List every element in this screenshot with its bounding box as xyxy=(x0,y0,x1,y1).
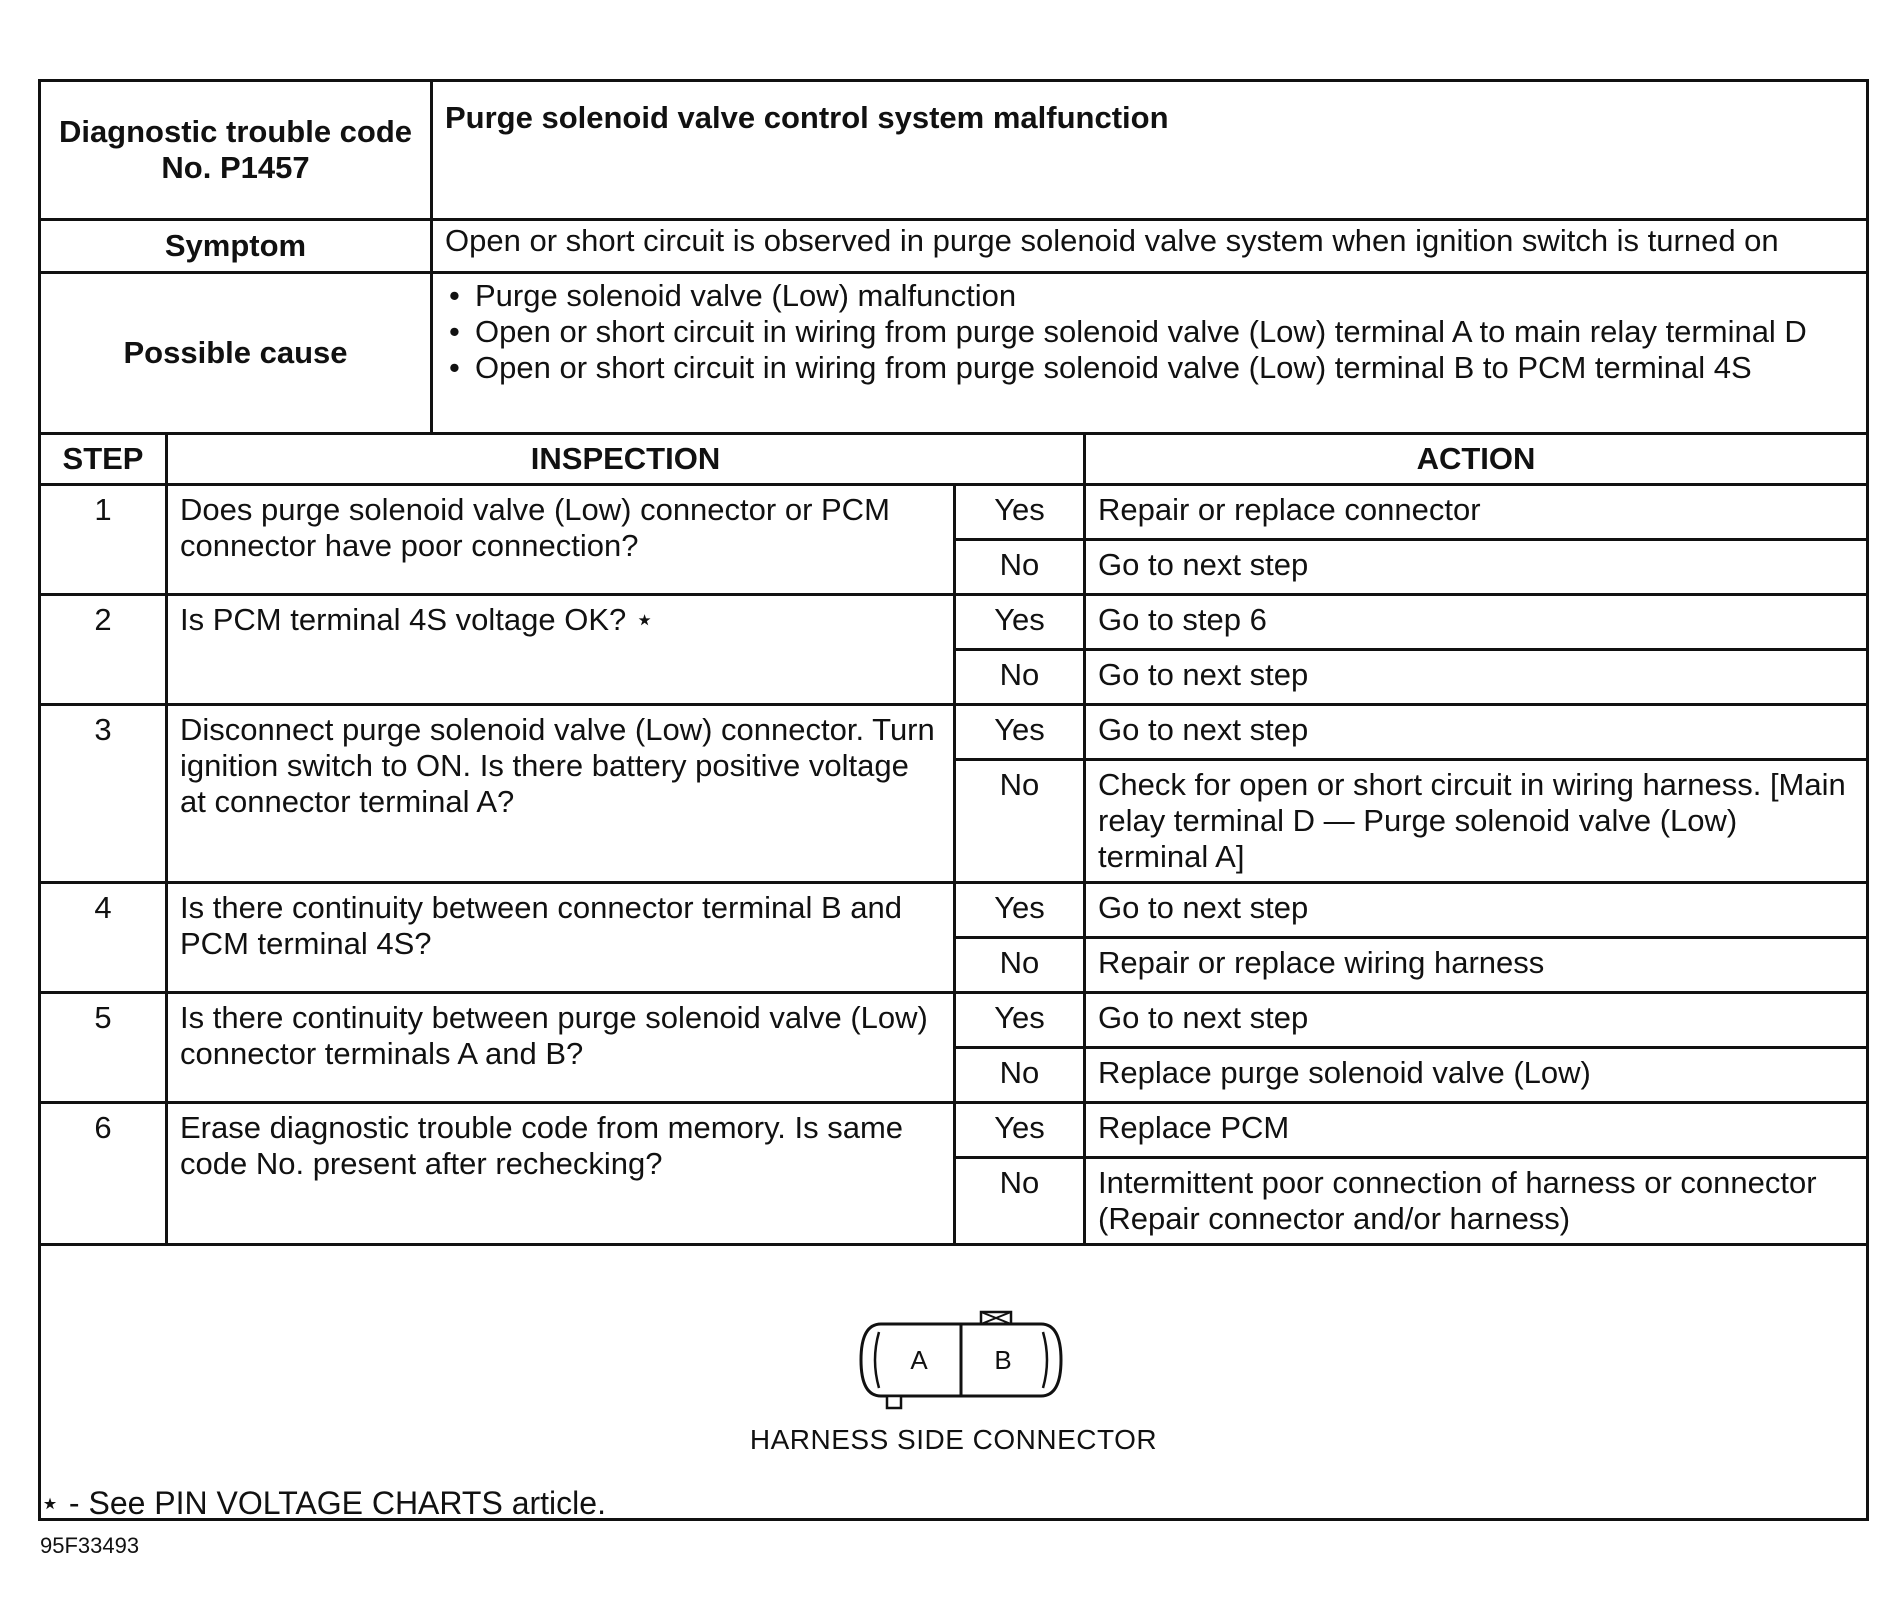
step-inspection: Does purge solenoid valve (Low) connector or PCM connector have poor connection? xyxy=(167,485,955,595)
no-action: Repair or replace wiring harness xyxy=(1085,938,1868,993)
dtc-label: Diagnostic trouble code No. P1457 xyxy=(40,81,432,220)
terminal-a-label: A xyxy=(910,1345,928,1375)
table-row xyxy=(40,595,1868,650)
step-inspection: Disconnect purge solenoid valve (Low) connector. Turn ignition switch to ON. Is there battery positive voltage at connector terminal A? xyxy=(167,705,955,883)
step-inspection: Is PCM terminal 4S voltage OK? ⋆ xyxy=(167,595,955,705)
step-inspection: Erase diagnostic trouble code from memory. Is same code No. present after rechecking? xyxy=(167,1103,955,1245)
dtc-title: Purge solenoid valve control system malfunction xyxy=(432,81,1868,220)
footnote: ⋆ - See PIN VOLTAGE CHARTS article. xyxy=(40,1485,606,1521)
col-header-action: ACTION xyxy=(1085,435,1868,485)
table-row xyxy=(40,993,1868,1048)
no-label: No xyxy=(955,1158,1085,1245)
inspection-steps-table xyxy=(38,435,1869,1246)
yes-label: Yes xyxy=(955,883,1085,938)
yes-label: Yes xyxy=(955,485,1085,540)
yes-action: Go to next step xyxy=(1085,883,1868,938)
step-number: 2 xyxy=(40,595,167,705)
table-row xyxy=(40,1103,1868,1158)
connector-tab xyxy=(887,1396,901,1408)
possible-cause-row xyxy=(40,273,1868,434)
possible-cause-label: Possible cause xyxy=(40,273,432,434)
step-inspection: Is there continuity between purge solenoid valve (Low) connector terminals A and B? xyxy=(167,993,955,1103)
table-row xyxy=(40,705,1868,760)
step-number: 1 xyxy=(40,485,167,595)
table-row xyxy=(40,485,1868,540)
terminal-b-label: B xyxy=(994,1345,1012,1375)
no-label: No xyxy=(955,1048,1085,1103)
yes-action: Repair or replace connector xyxy=(1085,485,1868,540)
connector-caption: HARNESS SIDE CONNECTOR xyxy=(749,1424,1158,1455)
symptom-row xyxy=(40,220,1868,273)
yes-action: Go to step 6 xyxy=(1085,595,1868,650)
cause-item: • Purge solenoid valve (Low) malfunction xyxy=(445,278,1854,314)
dtc-header-table xyxy=(38,79,1869,435)
cause-item: • Open or short circuit in wiring from purge solenoid valve (Low) terminal B to PCM terminal 4S xyxy=(445,350,1854,386)
step-inspection: Is there continuity between connector terminal B and PCM terminal 4S? xyxy=(167,883,955,993)
no-label: No xyxy=(955,540,1085,595)
possible-cause-list-cell xyxy=(432,273,1868,434)
figure-code: 95F33493 xyxy=(40,1533,140,1558)
symptom-text: Open or short circuit is observed in purge solenoid valve system when ignition switch is turned on xyxy=(432,220,1868,273)
yes-action: Go to next step xyxy=(1085,705,1868,760)
table-row xyxy=(40,883,1868,938)
yes-label: Yes xyxy=(955,595,1085,650)
yes-action: Replace PCM xyxy=(1085,1103,1868,1158)
yes-label: Yes xyxy=(955,1103,1085,1158)
no-action: Go to next step xyxy=(1085,650,1868,705)
col-header-step: STEP xyxy=(40,435,167,485)
step-number: 6 xyxy=(40,1103,167,1245)
no-action: Replace purge solenoid valve (Low) xyxy=(1085,1048,1868,1103)
diagnostic-document xyxy=(38,79,1869,1521)
no-label: No xyxy=(955,938,1085,993)
col-header-inspection: INSPECTION xyxy=(167,435,1085,485)
harness-connector-diagram xyxy=(851,1310,1071,1420)
possible-cause-list xyxy=(445,278,1854,386)
steps-header-row xyxy=(40,435,1868,485)
yes-label: Yes xyxy=(955,705,1085,760)
no-label: No xyxy=(955,760,1085,883)
symptom-label: Symptom xyxy=(40,220,432,273)
cause-item: • Open or short circuit in wiring from purge solenoid valve (Low) terminal A to main relay terminal D xyxy=(445,314,1854,350)
connector-diagram-panel xyxy=(38,1246,1869,1521)
step-number: 3 xyxy=(40,705,167,883)
no-action: Check for open or short circuit in wiring harness. [Main relay terminal D — Purge solenoid valve (Low) terminal A] xyxy=(1085,760,1868,883)
no-action: Intermittent poor connection of harness or connector (Repair connector and/or harness) xyxy=(1085,1158,1868,1245)
no-action: Go to next step xyxy=(1085,540,1868,595)
yes-label: Yes xyxy=(955,993,1085,1048)
no-label: No xyxy=(955,650,1085,705)
dtc-row xyxy=(40,81,1868,220)
yes-action: Go to next step xyxy=(1085,993,1868,1048)
step-number: 5 xyxy=(40,993,167,1103)
step-number: 4 xyxy=(40,883,167,993)
